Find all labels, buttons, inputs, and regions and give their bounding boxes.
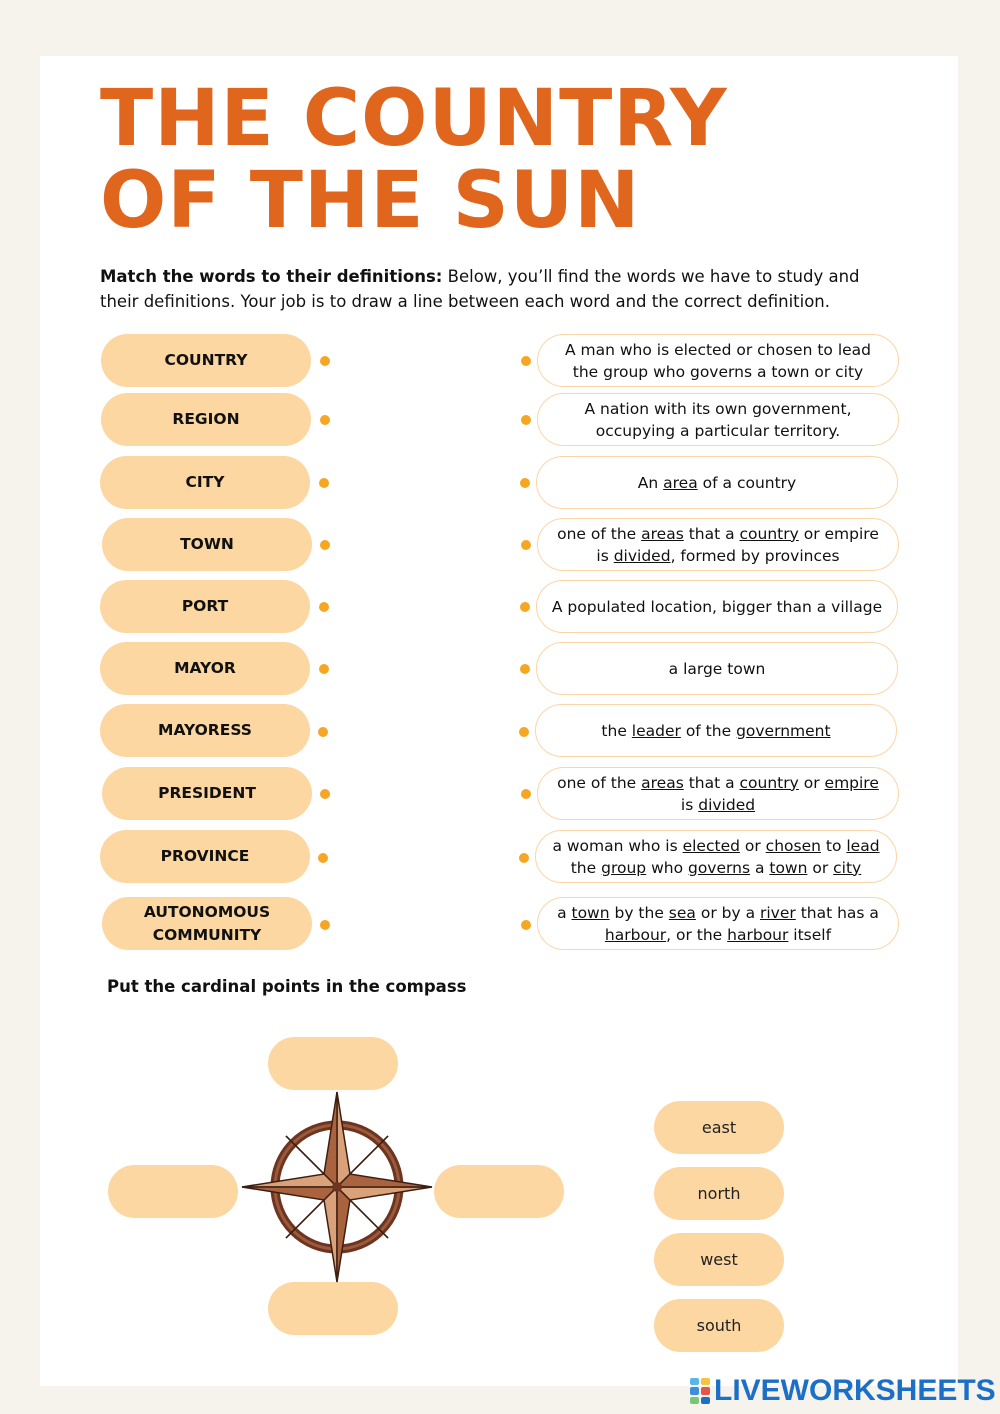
definition-pill[interactable] — [536, 642, 898, 695]
underlined-term: group — [601, 858, 647, 877]
definition-pill[interactable] — [537, 518, 899, 571]
compass-drop-west[interactable] — [108, 1165, 238, 1218]
definition-pill[interactable] — [537, 393, 899, 446]
word-pill[interactable]: REGION — [101, 393, 311, 446]
compass-drop-south[interactable] — [268, 1282, 398, 1335]
compass-drop-north[interactable] — [268, 1037, 398, 1090]
underlined-term: leader — [631, 721, 681, 740]
connector-dot[interactable] — [521, 540, 531, 550]
connector-dot[interactable] — [318, 727, 328, 737]
definition-text — [552, 772, 884, 816]
definition-fragment: who — [646, 858, 688, 877]
underlined-term: elected — [682, 836, 740, 855]
definition-fragment: that a — [683, 773, 740, 792]
connector-dot[interactable] — [520, 478, 530, 488]
definition-pill[interactable] — [535, 704, 897, 757]
definition-fragment: of the — [680, 721, 737, 740]
instructions — [100, 264, 900, 314]
word-pill[interactable]: MAYOR — [100, 642, 310, 695]
definition-fragment: An — [637, 473, 664, 492]
page-title: THE COUNTRY OF THE SUN — [100, 74, 728, 246]
definition-text — [638, 472, 796, 494]
definition-fragment: that a — [683, 524, 740, 543]
connector-dot[interactable] — [519, 727, 529, 737]
definition-fragment: one of the — [557, 524, 642, 543]
underlined-term: harbour — [727, 925, 789, 944]
underlined-term: government — [736, 721, 831, 740]
definition-pill[interactable] — [536, 580, 898, 633]
connector-dot[interactable] — [320, 356, 330, 366]
definition-fragment: A man who is elected or chosen to lead the group who governs a town or city — [564, 340, 872, 381]
definition-pill[interactable] — [535, 830, 897, 883]
definition-fragment: one of the — [557, 773, 642, 792]
option-north[interactable]: north — [654, 1167, 784, 1220]
word-pill[interactable]: PROVINCE — [100, 830, 310, 883]
option-south[interactable]: south — [654, 1299, 784, 1352]
connector-dot[interactable] — [521, 789, 531, 799]
connector-dot[interactable] — [319, 478, 329, 488]
definition-pill[interactable] — [537, 334, 899, 387]
definition-fragment: A nation with its own government, occupying a particular territory. — [584, 399, 852, 440]
definition-fragment: by the — [609, 903, 669, 922]
definition-fragment: a woman who is — [552, 836, 683, 855]
definition-text — [552, 398, 884, 442]
underlined-term: governs — [687, 858, 751, 877]
definition-fragment: itself — [788, 925, 832, 944]
definition-fragment: a — [557, 903, 572, 922]
liveworksheets-logo — [690, 1374, 996, 1408]
definition-fragment: or — [798, 773, 825, 792]
definition-text — [552, 902, 884, 946]
compass-drop-east[interactable] — [434, 1165, 564, 1218]
definition-pill[interactable] — [537, 767, 899, 820]
logo-text: LIVEWORKSHEETS — [714, 1374, 996, 1407]
connector-dot[interactable] — [521, 415, 531, 425]
definition-fragment: , formed by provinces — [670, 546, 840, 565]
connector-dot[interactable] — [521, 356, 531, 366]
word-pill[interactable]: CITY — [100, 456, 310, 509]
connector-dot[interactable] — [520, 664, 530, 674]
connector-dot[interactable] — [320, 920, 330, 930]
underlined-term: river — [760, 903, 796, 922]
compass-section-title: Put the cardinal points in the compass — [107, 977, 467, 996]
connector-dot[interactable] — [318, 853, 328, 863]
connector-dot[interactable] — [320, 415, 330, 425]
underlined-term: harbour — [604, 925, 667, 944]
word-pill[interactable]: TOWN — [102, 518, 312, 571]
compass-rose-icon — [240, 1090, 434, 1284]
definition-fragment: or empire is — [596, 524, 879, 565]
option-west[interactable]: west — [654, 1233, 784, 1286]
underlined-term: country — [739, 524, 799, 543]
underlined-term: lead — [846, 836, 880, 855]
underlined-term: empire — [824, 773, 879, 792]
connector-dot[interactable] — [319, 602, 329, 612]
underlined-term: areas — [641, 773, 684, 792]
instructions-text: Below, you’ll find the words we have to study and their definitions. Your job is to draw a line between each word and the correct definition. — [100, 267, 860, 311]
definition-fragment: of a country — [697, 473, 797, 492]
definition-text — [601, 720, 830, 742]
connector-dot[interactable] — [520, 602, 530, 612]
option-east[interactable]: east — [654, 1101, 784, 1154]
underlined-term: sea — [668, 903, 696, 922]
underlined-term: town — [571, 903, 610, 922]
definition-pill[interactable] — [537, 897, 899, 950]
underlined-term: country — [739, 773, 799, 792]
definition-fragment: a — [750, 858, 770, 877]
word-pill[interactable]: MAYORESS — [100, 704, 310, 757]
definition-fragment: or — [807, 858, 834, 877]
underlined-term: town — [769, 858, 808, 877]
definition-fragment: or by a — [695, 903, 760, 922]
definition-fragment: A populated location, bigger than a village — [551, 597, 883, 616]
definition-fragment: a large town — [668, 659, 766, 678]
definition-fragment: to — [820, 836, 847, 855]
connector-dot[interactable] — [519, 853, 529, 863]
definition-text — [550, 835, 882, 879]
definition-fragment: is — [680, 795, 699, 814]
definition-fragment: or — [739, 836, 766, 855]
underlined-term: divided — [698, 795, 756, 814]
connector-dot[interactable] — [320, 540, 330, 550]
definition-pill[interactable] — [536, 456, 898, 509]
connector-dot[interactable] — [320, 789, 330, 799]
definition-text — [552, 339, 884, 383]
word-pill[interactable]: PRESIDENT — [102, 767, 312, 820]
underlined-term: chosen — [765, 836, 821, 855]
word-pill[interactable]: PORT — [100, 580, 310, 633]
underlined-term: areas — [641, 524, 684, 543]
word-pill[interactable]: COUNTRY — [101, 334, 311, 387]
underlined-term: city — [833, 858, 862, 877]
underlined-term: area — [663, 473, 698, 492]
definition-fragment: the — [601, 721, 632, 740]
logo-mark-icon — [690, 1378, 710, 1404]
underlined-term: divided — [613, 546, 671, 565]
connector-dot[interactable] — [521, 920, 531, 930]
definition-text — [552, 523, 884, 567]
definition-fragment: , or the — [666, 925, 728, 944]
definition-text — [669, 658, 766, 680]
definition-fragment: that has a — [795, 903, 879, 922]
definition-text — [552, 596, 882, 618]
definition-fragment: the — [570, 858, 602, 877]
word-pill[interactable]: AUTONOMOUS COMMUNITY — [102, 897, 312, 950]
connector-dot[interactable] — [319, 664, 329, 674]
instructions-lead: Match the words to their definitions: — [100, 267, 443, 286]
